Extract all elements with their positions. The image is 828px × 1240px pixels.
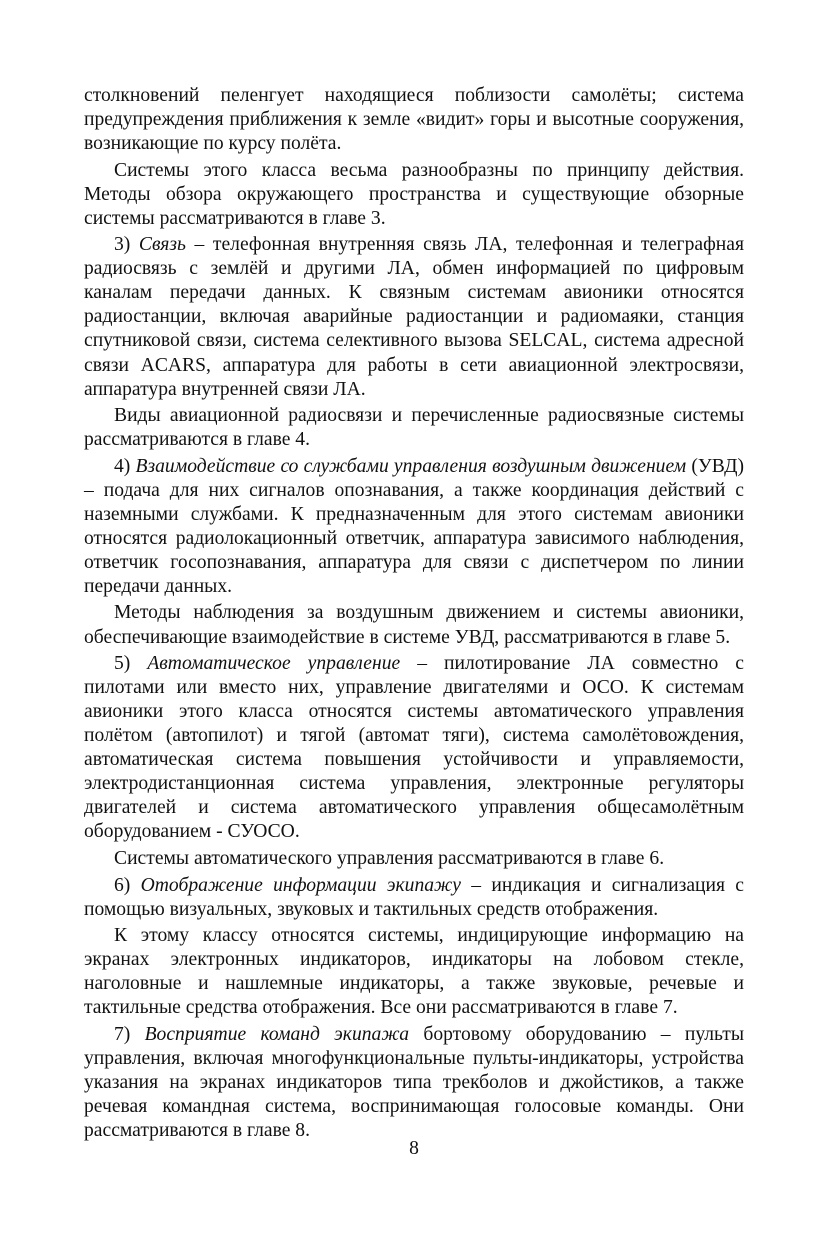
paragraph-text: К этому классу относятся системы, индицирующие информацию на экранах электронных индикаторов, индикаторы на лобовом стекле, наголовные и нашлемные индикаторы, а также звуковые, речевые и тактильные средства отображения. Все они рассматриваются в главе 7. (84, 925, 744, 1019)
paragraph-text: (УВД) – подача для них сигналов опознавания, а также координация действий с наземными службами. К предназначенным для этого системам авионики относятся радиолокационный ответчик, аппаратура зависимого наблюдения, ответчик госопознавания, аппаратура для связи с диспетчером по линии передачи данных. (84, 455, 744, 597)
item-number: 4) (114, 455, 136, 477)
paragraph-control-chapter (84, 847, 744, 871)
item-number: 7) (114, 1023, 145, 1045)
paragraph-text: Системы автоматического управления рассматриваются в главе 6. (114, 847, 665, 869)
paragraph-display-chapter (84, 924, 744, 1020)
paragraph-text: Методы наблюдения за воздушным движением и системы авионики, обеспечивающие взаимодействие в системе УВД, рассматриваются в главе 5. (84, 602, 744, 648)
paragraph-item-4-atc (84, 455, 744, 599)
item-number: 3) (114, 234, 139, 256)
paragraph-atc-chapter (84, 601, 744, 649)
paragraph-text: бортовому оборудованию – пульты управления, включая многофункциональные пульты-индикаторы, устройства указания на экранах индикаторов типа трекболов и джойстиков, а также речевая командная система, воспринимающая голосовые команды. Они рассматриваются в главе 8. (84, 1023, 744, 1141)
item-term: Автоматическое управление (147, 653, 401, 675)
paragraph-text: Системы этого класса весьма разнообразны по принципу действия. Методы обзора окружающего пространства и существующие обзорные системы рассматриваются в главе 3. (84, 159, 744, 229)
paragraph-text: – индикация и сигнализация с помощью визуальных, звуковых и тактильных средств отображения. (84, 874, 744, 920)
page-number: 8 (409, 1138, 419, 1159)
paragraph-text: – пилотирование ЛА совместно с пилотами или вместо них, управление двигателями и ОСО. К системам авионики этого класса относятся системы автоматического управления полётом (автопилот) и тягой (автомат тяги), система самолётовождения, автоматическая система повышения устойчивости и управляемости, электродистанционная система управления, электронные регуляторы двигателей и система автоматического управления общесамолётным оборудованием - СУОСО. (84, 653, 744, 843)
paragraph-review-systems (84, 159, 744, 231)
paragraph-item-3-communication (84, 233, 744, 401)
item-term: Взаимодействие со службами управления воздушным движением (135, 455, 687, 477)
item-term: Связь (138, 234, 186, 256)
paragraph-text: Виды авиационной радиосвязи и перечисленные радиосвязные системы рассматриваются в главе 4. (84, 405, 744, 451)
paragraph-text: – телефонная внутренняя связь ЛА, телефонная и телеграфная радиосвязь с землёй и другими ЛА, обмен информацией по цифровым каналам передачи данных. К связным системам авионики относятся радиостанции, включая аварийные радиостанции и радиомаяки, станция спутниковой связи, система селективного вызова SELCAL, система адресной связи ACARS, аппаратура для работы в сети авиационной электросвязи, аппаратура внутренней связи ЛА. (84, 234, 744, 400)
page-body (84, 84, 744, 1146)
paragraph-radio-chapter (84, 404, 744, 452)
item-number: 5) (114, 653, 148, 675)
paragraph-text: столкновений пеленгует находящиеся поблизости самолёты; система предупреждения приближения к земле «видит» горы и высотные сооружения, возникающие по курсу полёта. (84, 85, 744, 155)
item-number: 6) (114, 874, 141, 896)
paragraph-continuation (84, 84, 744, 156)
paragraph-item-5-automatic-control (84, 652, 744, 844)
paragraph-item-6-display (84, 874, 744, 922)
paragraph-item-7-crew-commands (84, 1023, 744, 1143)
item-term: Отображение информации экипажу (140, 874, 461, 896)
item-term: Восприятие команд экипажа (144, 1023, 410, 1045)
